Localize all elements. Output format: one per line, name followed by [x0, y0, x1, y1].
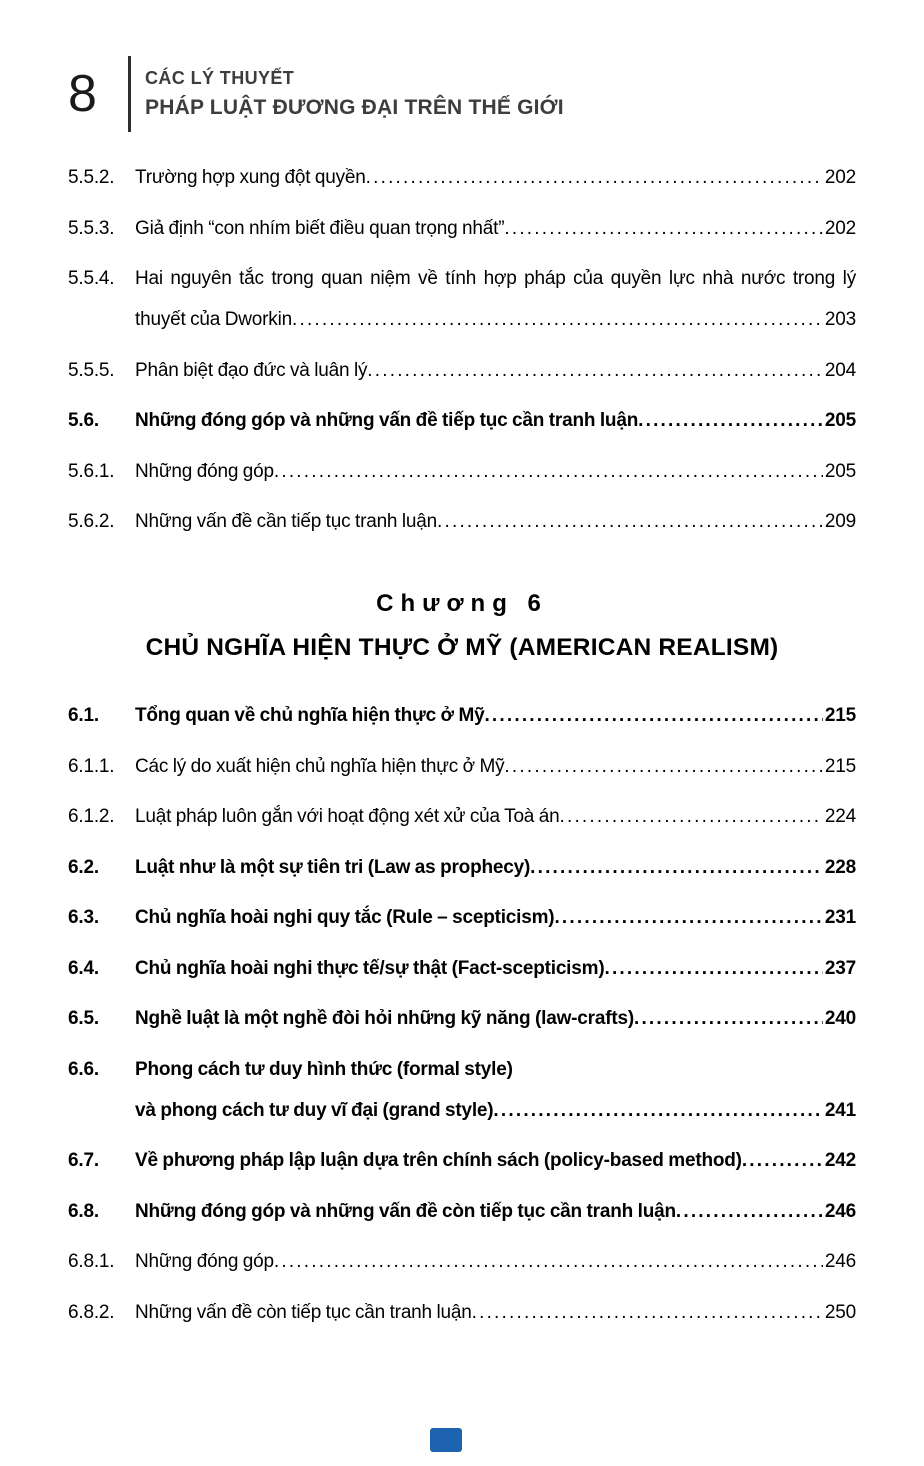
toc-entry-page: 246: [824, 1251, 856, 1272]
toc-entry-number: 6.8.: [68, 1200, 99, 1222]
toc-entry-5-5-3: [68, 217, 856, 240]
chapter-label: Chương 6: [376, 590, 548, 617]
chapter-title: CHỦ NGHĨA HIỆN THỰC Ở MỸ (AMERICAN REALISM): [145, 634, 779, 661]
dot-leader: [530, 856, 823, 879]
toc-entry-body: [135, 1058, 856, 1122]
dot-leader: [366, 166, 823, 189]
toc-entry-title: Chủ nghĩa hoài nghi thực tế/sự thật (Fact-scepticism): [135, 957, 605, 979]
toc-entry-title: Tổng quan về chủ nghĩa hiện thực ở Mỹ: [135, 705, 485, 726]
toc-entry-title: Những vấn đề còn tiếp tục cần tranh luận: [135, 1301, 472, 1323]
book-title-line1: CÁC LÝ THUYẾT: [145, 68, 295, 88]
toc-entry-line: [135, 166, 856, 189]
dot-leader: [367, 359, 823, 382]
toc-entry-body: [135, 510, 856, 533]
toc-entry-6-2: [68, 856, 856, 879]
toc-entry-line: [135, 460, 856, 483]
dot-leader: [504, 217, 823, 240]
toc-entry-number: 5.5.5.: [68, 359, 115, 381]
toc-entry-number: 6.2.: [68, 856, 99, 878]
toc-entry-number: 6.8.2.: [68, 1301, 115, 1323]
toc-entry-page: 215: [824, 705, 856, 726]
toc-entry-page: 224: [824, 806, 856, 827]
toc-entry-line: [135, 1250, 856, 1273]
toc-entry-page: 205: [824, 410, 856, 431]
toc-entry-number: 6.4.: [68, 957, 99, 979]
toc-entry-5-5-4: [68, 267, 856, 331]
toc-entry-title-line1: Hai nguyên tắc trong quan niệm về tính hợp pháp của quyền lực nhà nước trong lý: [135, 268, 856, 289]
toc-entry-line: [135, 217, 856, 240]
toc-entry-6-1-1: [68, 755, 856, 778]
toc-entry-6-1: [68, 704, 856, 727]
toc-entry-6-1-2: [68, 805, 856, 828]
dot-leader: [437, 510, 823, 533]
publisher-mark: [430, 1428, 462, 1452]
toc-entry-title: Chủ nghĩa hoài nghi quy tắc (Rule – scepticism): [135, 907, 555, 928]
dot-leader: [504, 755, 822, 778]
page-number: 8: [68, 65, 97, 123]
toc-entry-5-5-5: [68, 359, 856, 382]
toc-entry-5-6-2: [68, 510, 856, 533]
toc-entry-title: Các lý do xuất hiện chủ nghĩa hiện thực ở Mỹ: [135, 755, 505, 777]
toc-entry-page: 202: [824, 217, 856, 239]
toc-entry-title: Những đóng góp: [135, 1251, 274, 1272]
toc-entry-page: 241: [824, 1099, 856, 1121]
toc-entry-page: 205: [824, 460, 856, 482]
book-title: [145, 68, 564, 120]
toc-entry-page: 242: [824, 1150, 856, 1171]
toc-entry-line: [135, 1301, 856, 1324]
toc-entry-line: [135, 308, 856, 331]
toc-entry-6-3: [68, 906, 856, 929]
toc-entry-page: 215: [824, 755, 856, 777]
toc-entry-page: 204: [824, 359, 856, 381]
toc-entry-body: [135, 359, 856, 382]
toc-entry-number: 6.3.: [68, 907, 99, 928]
toc-entry-line: [135, 856, 856, 879]
toc-list-chapter5: [68, 166, 856, 561]
header-divider-bar: [128, 56, 131, 132]
toc-entry-page: 209: [824, 511, 856, 532]
toc-entry-line: [135, 957, 856, 980]
toc-entry-line: [135, 1007, 856, 1030]
toc-entry-body: [135, 1301, 856, 1324]
dot-leader: [638, 409, 823, 432]
toc-entry-body: [135, 805, 856, 828]
toc-entry-body: [135, 856, 856, 879]
toc-entry-body: [135, 409, 856, 432]
toc-entry-line: [135, 510, 856, 533]
dot-leader: [604, 957, 822, 980]
toc-entry-number: 5.6.: [68, 410, 99, 431]
toc-entry-number: 6.6.: [68, 1058, 99, 1080]
toc-entry-5-6: [68, 409, 856, 432]
toc-entry-line: [135, 704, 856, 727]
dot-leader: [560, 805, 823, 828]
toc-entry-body: [135, 1250, 856, 1273]
toc-entry-body: [135, 1200, 856, 1223]
toc-entry-body: [135, 1007, 856, 1030]
toc-entry-6-4: [68, 957, 856, 980]
dot-leader: [274, 460, 823, 483]
toc-entry-body: [135, 217, 856, 240]
toc-entry-title: Những đóng góp và những vấn đề còn tiếp tục cần tranh luận: [135, 1200, 676, 1222]
toc-list-chapter6: [68, 704, 856, 1351]
toc-entry-6-5: [68, 1007, 856, 1030]
toc-entry-5-6-1: [68, 460, 856, 483]
dot-leader: [493, 1099, 822, 1122]
toc-entry-page: 228: [824, 856, 856, 878]
toc-entry-title: và phong cách tư duy vĩ đại (grand style): [135, 1099, 494, 1121]
toc-entry-6-7: [68, 1149, 856, 1172]
toc-entry-title: Về phương pháp lập luận dựa trên chính sách (policy-based method): [135, 1150, 742, 1171]
toc-entry-body: [135, 267, 856, 331]
toc-entry-body: [135, 906, 856, 929]
toc-entry-title-line1: Phong cách tư duy hình thức (formal style): [135, 1058, 513, 1080]
toc-entry-page: 237: [824, 957, 856, 979]
toc-entry-body: [135, 1149, 856, 1172]
toc-entry-number: 6.8.1.: [68, 1251, 115, 1272]
toc-entry-number: 6.1.: [68, 705, 99, 726]
toc-entry-6-8: [68, 1200, 856, 1223]
toc-entry-number: 5.5.2.: [68, 167, 115, 188]
toc-entry-6-8-2: [68, 1301, 856, 1324]
toc-entry-body: [135, 755, 856, 778]
dot-leader: [472, 1301, 823, 1324]
toc-entry-page: 202: [824, 167, 856, 188]
toc-entry-page: 250: [824, 1301, 856, 1323]
toc-entry-number: 6.5.: [68, 1008, 99, 1029]
dot-leader: [484, 704, 822, 727]
dot-leader: [292, 308, 823, 331]
toc-entry-title: Luật như là một sự tiên tri (Law as prophecy): [135, 856, 531, 878]
toc-entry-line: [135, 1200, 856, 1223]
toc-entry-title: thuyết của Dworkin: [135, 309, 292, 330]
toc-entry-title: Nghề luật là một nghề đòi hỏi những kỹ năng (law-crafts): [135, 1008, 634, 1029]
toc-entry-number: 5.6.1.: [68, 460, 115, 482]
toc-entry-line: [135, 755, 856, 778]
toc-entry-page: 203: [824, 309, 856, 330]
toc-entry-number: 5.5.3.: [68, 217, 115, 239]
chapter-heading: [0, 590, 924, 662]
toc-entry-line: [135, 359, 856, 382]
toc-entry-title: Luật pháp luôn gắn với hoạt động xét xử của Toà án: [135, 806, 560, 827]
toc-entry-title: Giả định “con nhím biết điều quan trọng nhất”: [135, 217, 505, 239]
toc-entry-line: [135, 1149, 856, 1172]
toc-entry-body: [135, 460, 856, 483]
toc-entry-number: 5.5.4.: [68, 268, 115, 289]
dot-leader: [634, 1007, 823, 1030]
toc-entry-title: Những vấn đề cần tiếp tục tranh luận: [135, 511, 438, 532]
toc-entry-6-6: [68, 1058, 856, 1122]
toc-entry-page: 240: [824, 1008, 856, 1029]
toc-entry-page: 246: [824, 1200, 856, 1222]
toc-entry-title: Những đóng góp: [135, 460, 274, 482]
toc-entry-line: [135, 1099, 856, 1122]
toc-entry-5-5-2: [68, 166, 856, 189]
toc-entry-body: [135, 704, 856, 727]
dot-leader: [676, 1200, 823, 1223]
toc-entry-number: 6.1.1.: [68, 755, 115, 777]
book-title-line2: PHÁP LUẬT ĐƯƠNG ĐẠI TRÊN THẾ GIỚI: [145, 96, 564, 119]
toc-entry-line: [135, 409, 856, 432]
dot-leader: [274, 1250, 823, 1273]
toc-entry-number: 6.1.2.: [68, 806, 115, 827]
toc-entry-title: Những đóng góp và những vấn đề tiếp tục cần tranh luận: [135, 410, 639, 431]
toc-entry-title: Trường hợp xung đột quyền: [135, 167, 366, 188]
dot-leader: [742, 1149, 823, 1172]
toc-entry-body: [135, 166, 856, 189]
toc-entry-line: [135, 906, 856, 929]
toc-entry-number: 5.6.2.: [68, 511, 115, 532]
running-header: [62, 56, 564, 132]
dot-leader: [554, 906, 822, 929]
toc-entry-6-8-1: [68, 1250, 856, 1273]
toc-entry-line: [135, 805, 856, 828]
toc-entry-number: 6.7.: [68, 1150, 99, 1171]
toc-entry-page: 231: [824, 907, 856, 928]
toc-entry-title: Phân biệt đạo đức và luân lý: [135, 359, 368, 381]
toc-entry-body: [135, 957, 856, 980]
